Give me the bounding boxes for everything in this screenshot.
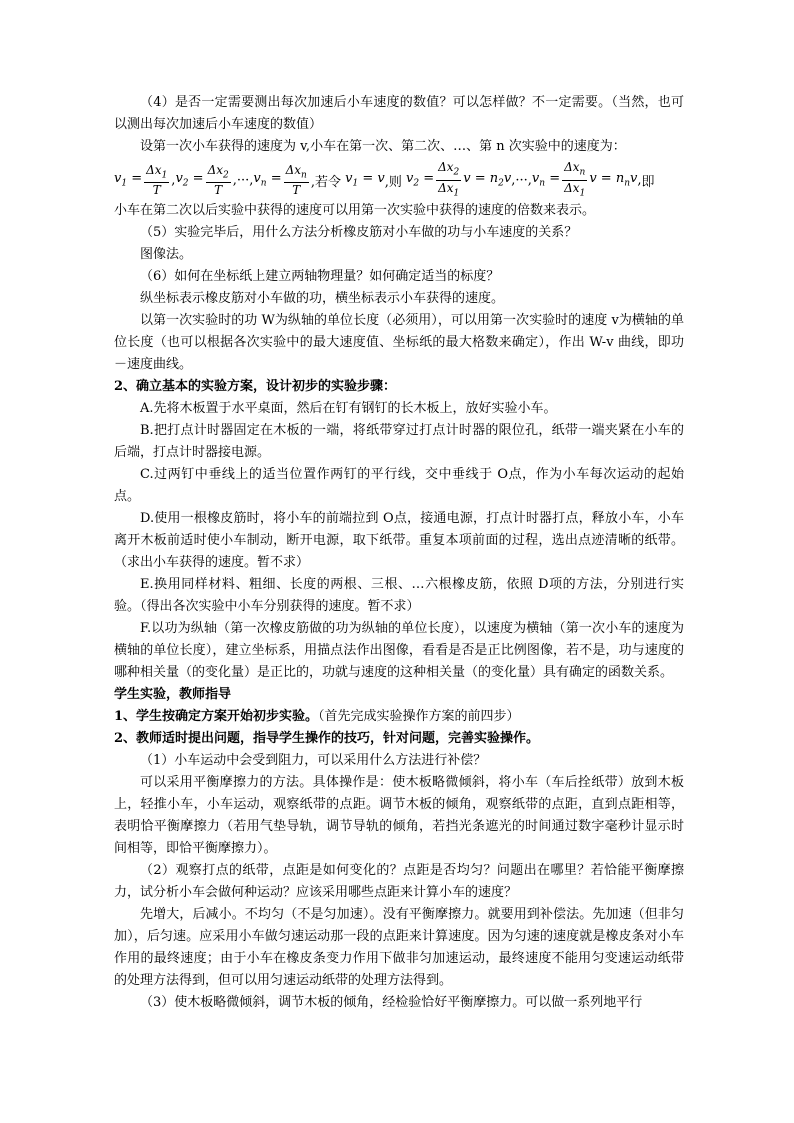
question-4: （4）是否一定需要测出每次加速后小车速度的数值？可以怎样做？不一定需要。（当然，也可以测出每次加速后小车速度的数值）	[114, 95, 684, 132]
question-2: （2）观察打点的纸带，点距是如何变化的？点距是否均匀？问题出在哪里？若恰能平衡摩擦力，试分析小车会做何种运动？应该采用哪些点距来计算小车的速度？	[114, 863, 684, 900]
step-f: F.以功为纵轴（第一次橡皮筋做的功为纵轴的单位长度），以速度为横轴（第一次小车的速度为横轴的单位长度），建立坐标系，用描点法作出图像，看看是否是正比例图像，若不是，功与速度的哪种相关量（的变化量）是正比的，功就与速度的这种相关量（的变化量）具有确定的函数关系。	[114, 621, 684, 680]
velocity-setup: 设第一次小车获得的速度为 v,小车在第一次、第二次、…、第 n 次实验中的速度为：	[140, 139, 626, 154]
answer-6a: 纵坐标表示橡皮筋对小车做的功，横坐标表示小车获得的速度。	[140, 291, 505, 306]
answer-1: 可以采用平衡摩擦力的方法。具体操作是：使木板略微倾斜，将小车（车后拴纸带）放到木板上，轻推小车，小车运动，观察纸带的点距。调节木板的倾角，观察纸带的点距，直到点距相等，表明恰平衡摩擦力（若用气垫导轨，调节导轨的倾角，若挡光条遮光的时间通过数字毫秒计显示时间相等，即恰平衡摩擦力）。	[114, 775, 684, 856]
section-heading-2: 2、确立基本的实验方案，设计初步的实验步骤：	[114, 379, 397, 394]
question-1: （1）小车运动中会受到阻力，可以采用什么方法进行补偿？	[140, 753, 487, 768]
student-step-1-bold: 1、学生按确定方案开始初步实验。	[114, 709, 319, 724]
formula-tail: 即	[641, 174, 655, 190]
answer-6b: 以第一次实验时的功 W为纵轴的单位长度（必须用），可以用第一次实验时的速度 v为横轴的单位长度（也可以根据各次实验中的最大速度值、坐标纸的最大格数来确定），作出 W-v 曲线，即功－速度曲线。	[114, 313, 684, 372]
velocity-formula: $v_1$ = $\frac{\Delta x_1}{T}$ , $v_2$ = $\frac{\Delta x_2}{T}$ ,···, $v_n$ = $\frac{\Delta x_n}{T}$ ,若令 $v_1 = v$ ,则 $v_2$ = $\frac{\Delta x_2}{\Delta x_1}$ $v = n_2v$ ,···, $v_n$ = $\frac{\Delta x_n}{\Delta x_1}$ $v = n_nv$ , 即	[114, 160, 655, 198]
step-a: A.先将木板置于水平桌面，然后在钉有钢钉的长木板上，放好实验小车。	[140, 401, 557, 416]
after-formula: 小车在第二次以后实验中获得的速度可以用第一次实验中获得的速度的倍数来表示。	[114, 203, 596, 218]
question-5: （5）实验完毕后，用什么方法分析橡皮筋对小车做的功与小车速度的关系？	[140, 225, 578, 240]
step-e: E.换用同样材料、粗细、长度的两根、三根、…六根橡皮筋，依照 D项的方法，分别进行实验。（得出各次实验中小车分别获得的速度。暂不求）	[114, 577, 684, 614]
document-body	[114, 92, 684, 1014]
answer-5: 图像法。	[140, 247, 193, 262]
question-6: （6）如何在坐标纸上建立两轴物理量？如何确定适当的标度？	[140, 269, 500, 284]
student-step-2: 2、教师适时提出问题，指导学生操作的技巧，针对问题，完善实验操作。	[114, 731, 540, 746]
step-d: D.使用一根橡皮筋时，将小车的前端拉到 O点，接通电源，打点计时器打点，释放小车，小车离开木板前适时使小车制动，断开电源，取下纸带。重复本项前面的过程，选出点迹清晰的纸带。（求出小车获得的速度。暂不求）	[114, 511, 684, 570]
student-step-1-rest: （首先完成实验操作方案的前四步）	[318, 709, 520, 724]
step-c: C.过两钉中垂线上的适当位置作两钉的平行线，交中垂线于 O点，作为小车每次运动的起始点。	[114, 467, 684, 504]
answer-2: 先增大，后减小。不均匀（不是匀加速）。没有平衡摩擦力。就要用到补偿法。先加速（但非匀加），后匀速。应采用小车做匀速运动那一段的点距来计算速度。因为匀速的速度就是橡皮条对小车作用的最终速度；由于小车在橡皮条变力作用下做非匀加速运动，最终速度不能用匀变速运动纸带的处理方法得到，但可以用匀速运动纸带的处理方法得到。	[114, 907, 684, 988]
section-heading-student: 学生实验，教师指导	[114, 687, 232, 702]
question-3: （3）使木板略微倾斜，调节木板的倾角，经检验恰好平衡摩擦力。可以做一系列地平行	[140, 995, 643, 1010]
step-b: B.把打点计时器固定在木板的一端，将纸带穿过打点计时器的限位孔，纸带一端夹紧在小车的后端，打点计时器接电源。	[114, 423, 684, 460]
student-step-1	[114, 706, 684, 728]
